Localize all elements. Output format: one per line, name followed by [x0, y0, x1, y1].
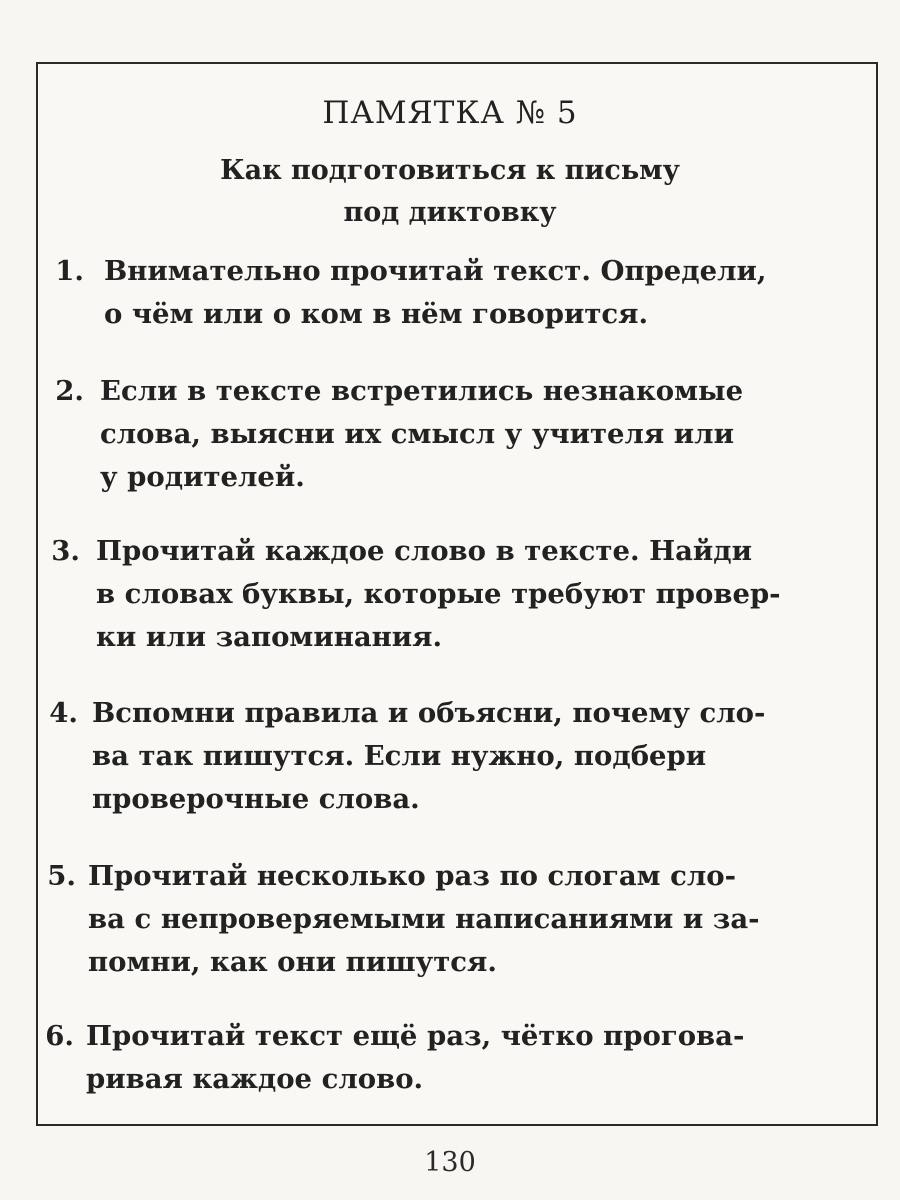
memo-subtitle-line1: Как подготовиться к письму: [220, 155, 680, 186]
item-line: Внимательно прочитай текст. Определи,: [104, 255, 767, 287]
item-line: Прочитай несколько раз по слогам сло-: [88, 860, 737, 892]
item-number: 5.: [47, 860, 76, 892]
item-number: 4.: [49, 697, 78, 729]
item-line: проверочные слова.: [92, 783, 420, 815]
item-line: слова, выясни их смысл у учителя или: [100, 418, 734, 450]
item-number: 1.: [55, 255, 84, 287]
item-line: Вспомни правила и объясни, почему сло-: [92, 697, 766, 729]
item-line: ривая каждое слово.: [86, 1063, 424, 1095]
item-number: 6.: [45, 1020, 74, 1052]
item-line: Прочитай каждое слово в тексте. Найди: [96, 535, 753, 567]
item-number: 2.: [55, 375, 84, 407]
item-line: Прочитай текст ещё раз, чётко прогова-: [86, 1020, 745, 1052]
item-line: о чём или о ком в нём говорится.: [104, 298, 649, 330]
memo-title: ПАМЯТКА № 5: [322, 95, 578, 131]
memo-subtitle-line2: под диктовку: [343, 197, 557, 228]
item-line: Если в тексте встретились незнакомые: [100, 375, 744, 407]
item-line: ки или запоминания.: [96, 621, 443, 653]
item-line: помни, как они пишутся.: [88, 946, 497, 978]
item-number: 3.: [51, 535, 80, 567]
item-line: ва с непроверяемыми написаниями и за-: [88, 903, 760, 935]
item-line: у родителей.: [100, 461, 305, 493]
page-number: 130: [424, 1147, 476, 1178]
item-line: в словах буквы, которые требуют провер-: [96, 578, 781, 610]
item-line: ва так пишутся. Если нужно, подбери: [92, 740, 707, 772]
